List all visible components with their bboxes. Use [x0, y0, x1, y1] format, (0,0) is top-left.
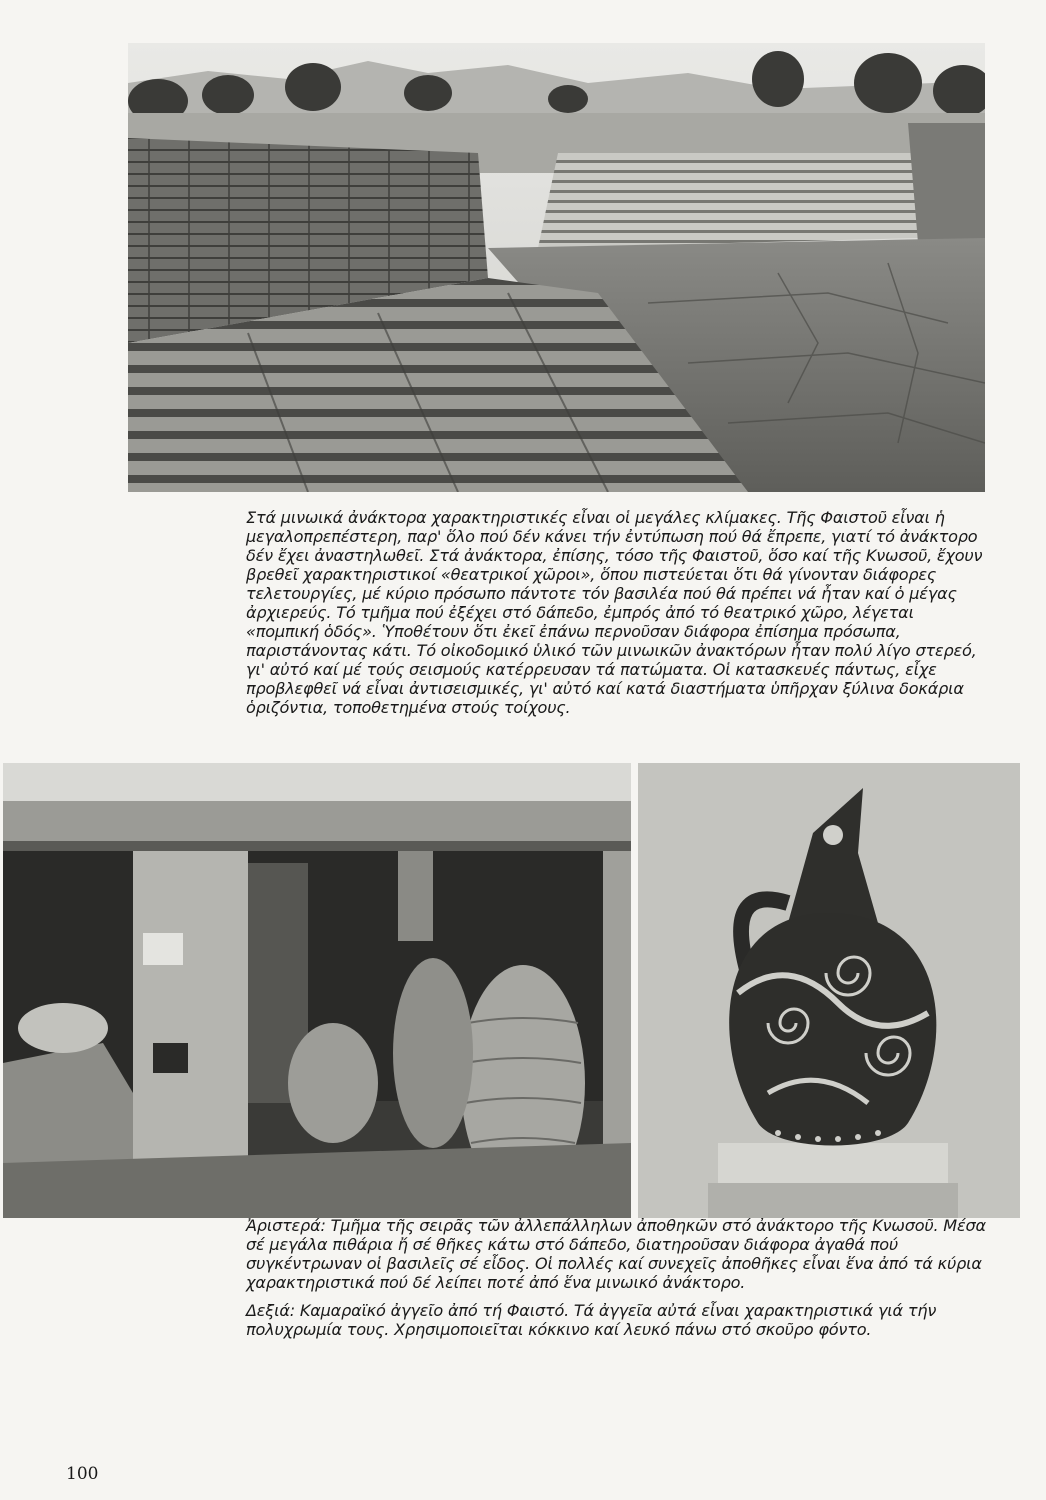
page-number: 100 [66, 1464, 99, 1484]
caption-bottom [246, 1216, 991, 1348]
caption-staircase-text: Στά μινωικά ἀνάκτορα χαρακτηριστικές εἶναι οἱ μεγάλες κλίμακες. Τῆς Φαιστοῦ εἶναι ἡ μεγαλοπρεπέστερη, παρ' ὅλο πού δέν κάνει τήν ἐντύπωση πού θά ἔπρεπε, γιατί τό ἀνάκτορο δέν ἔχει ἀναστηλωθεῖ. Στά ἀνάκτορα, ἐπίσης, τόσο τῆς Φαιστοῦ, ὅσο καί τῆς Κνωσοῦ, ἔχουν βρεθεῖ χαρακτηριστικοί «θεατρικοί χῶροι», ὅπου πιστεύεται ὅτι θά γίνονταν διάφορες τελετουργίες, μέ κύριο πρόσωπο πάντοτε τόν βασιλέα πού θά πρέπει νά ἦταν καί ὁ μέγας ἀρχιερεύς. Τό τμῆμα πού ἐξέχει στό δάπεδο, ἐμπρός ἀπό τό θεατρικό χῶρο, λέγεται «πομπική ὁδός». Ὑποθέτουν ὅτι ἐκεῖ ἐπάνω περνοῦσαν διάφορα ἐπίσημα πρόσωπα, παριστάνοντας κάτι. Τό οἰκοδομικό ὑλικό τῶν μινωικῶν ἀνακτόρων ἦταν πολύ λίγο στερεό, γι' αὐτό καί μέ τούς σεισμούς κατέρρευσαν τά πατώματα. Οἱ κατασκευές πάντως, εἶχε προβλεφθεῖ νά εἶναι ἀντισεισμικές, γι' αὐτό καί κατά διαστήματα ὑπῆρχαν ξύλινα δοκάρια ὁριζόντια, τοποθετημένα στούς τοίχους. [246, 508, 983, 717]
photo-kamares-jug [638, 763, 1020, 1218]
photo-knossos-storerooms [3, 763, 631, 1218]
photo-phaistos-staircase [128, 43, 985, 492]
caption-right-photo: Δεξιά: Καμαραϊκό ἀγγεῖο ἀπό τή Φαιστό. Τά ἀγγεῖα αὐτά εἶναι χαρακτηριστικά γιά τήν πολυχρωμία τους. Χρησιμοποιεῖται κόκκινο καί λευκό πάνω στό σκοῦρο φόντο. [246, 1301, 937, 1339]
caption-left-photo: Ἀριστερά: Τμῆμα τῆς σειρᾶς τῶν ἀλλεπάλληλων ἀποθηκῶν στό ἀνάκτορο τῆς Κνωσοῦ. Μέσα σέ μεγάλα πιθάρια ἤ σέ θῆκες κάτω στό δάπεδο, διατηροῦσαν διάφορα ἀγαθά πού συγκέντρωναν οἱ βασιλεῖς σέ εἶδος. Οἱ πολλές καί συνεχεῖς ἀποθῆκες εἶναι ἕνα ἀπό τά κύρια χαρακτηριστικά πού δέ λείπει ποτέ ἀπό ἕνα μινωικό ἀνάκτορο. [246, 1216, 986, 1292]
caption-staircase [246, 508, 991, 726]
